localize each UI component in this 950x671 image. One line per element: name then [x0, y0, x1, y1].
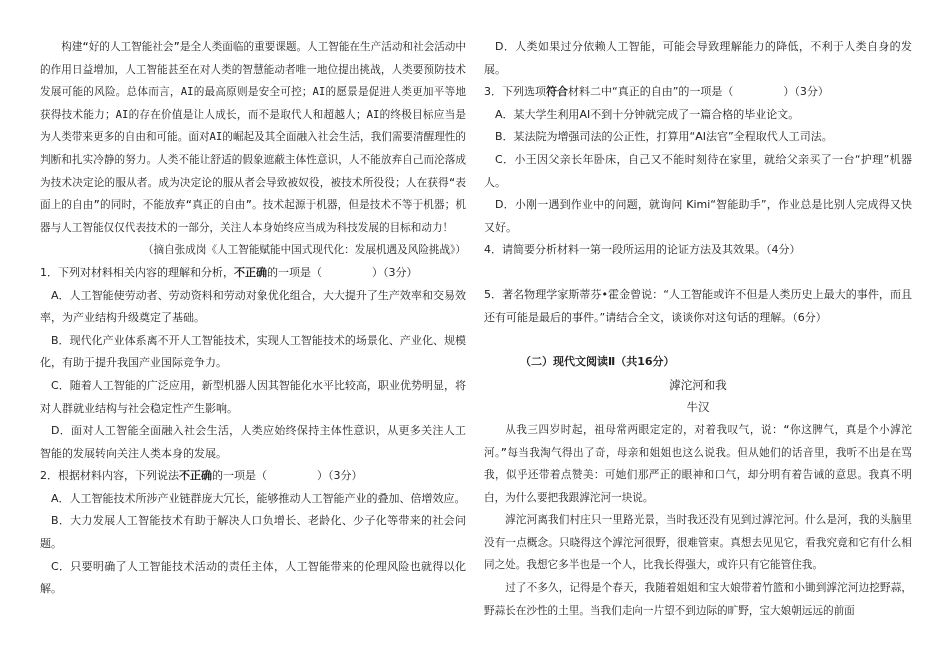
question-5: 5．著名物理学家斯蒂芬•霍金曾说：“人工智能或许不但是人类历史上最大的事件，而且还有可能是最后的事件。”请结合全文，谈谈你对这句话的理解。（6分）	[484, 287, 912, 324]
q3-stem-post: 材料二中“真正的自由”的一项是（	[568, 85, 734, 99]
q3-points: ）（3分）	[783, 85, 829, 99]
q2-points: ）（3分）	[317, 469, 363, 483]
q1-option-c: C．随着人工智能的广泛应用，新型机器人因其智能化水平比较高，职业优势明显，将对人群就业结构与社会稳定性产生影响。	[40, 378, 466, 415]
q5-answer-space	[484, 329, 912, 351]
story-paragraph-1: 从我三四岁时起，祖母常两眼定定的，对着我叹气，说：“你这脾气，真是个小滹沱河。”每当我淘气得出了奇，母亲和姐姐也这么说我。但从她们的话音里，我听不出是在骂我，似乎还带着点赞美：可她们那严正的眼神和口气，却分明有着告诫的意思。我真不明白，为什么要把我跟滹沱河一块说。	[484, 423, 912, 504]
q1-option-d: D．面对人工智能全面融入社会生活，人类应始终保持主体性意识，从更多关注人工智能的发展转向关注人类本身的发展。	[40, 424, 466, 460]
q2-option-a: A．人工智能技术所涉产业链群庞大冗长，能够推动人工智能产业的叠加、倍增效应。	[51, 491, 466, 505]
q2-option-d: D．人类如果过分依赖人工智能，可能会导致理解能力的降低，不利于人类自身的发展。	[484, 40, 912, 76]
story-author: 牛汉	[686, 400, 710, 415]
material-source: （摘自张成岗《人工智能赋能中国式现代化：发展机遇及风险挑战》）	[142, 244, 466, 257]
q2-stem-pre: 2．根据材料内容，下列说法	[40, 469, 179, 483]
question-3-stem	[484, 81, 912, 104]
question-2-stem	[40, 465, 466, 488]
q2-stem-key: 不正确	[179, 469, 212, 483]
story-title: 滹沱河和我	[669, 377, 727, 392]
question-4: 4．请简要分析材料一第一段所运用的论证方法及其效果。（4分）	[484, 243, 801, 257]
q1-stem-post: 的一项是（	[267, 265, 322, 279]
q3-option-c: C．小王因父亲长年卧床，自己又不能时刻待在家里，就给父亲买了一台“护理”机器人。	[484, 152, 912, 189]
q1-stem-key: 不正确	[234, 265, 267, 279]
q2-option-c: C．只要明确了人工智能技术活动的责任主体，人工智能带来的伦理风险也就得以化解。	[40, 559, 466, 596]
question-1-stem	[40, 262, 466, 285]
q2-stem-post: 的一项是（	[212, 469, 267, 483]
q3-stem-key: 符合	[546, 85, 568, 99]
right-column	[484, 36, 912, 622]
q4-answer-space	[484, 262, 912, 284]
story-paragraph-3: 过了不多久，记得是个春天，我随着姐姐和宝大娘带着竹篮和小锄到滹沱河边挖野蒜，野蒜长在沙性的土里。当我们走向一片望不到边际的旷野，宝大娘朝远远的前面	[484, 582, 912, 617]
q3-option-a: A．某大学生利用AI不到十分钟就完成了一篇合格的毕业论文。	[495, 107, 800, 121]
q1-option-b: B．现代化产业体系离不开人工智能技术，实现人工智能技术的场景化、产业化、规模化，有助于提升我国产业国际竞争力。	[40, 333, 466, 370]
material-passage: 构建“好的人工智能社会”是全人类面临的重要课题。人工智能在生产活动和社会活动中的作用日益增加，人工智能甚至在对人类的智慧能动者唯一地位提出挑战，人类要预防技术发展可能的风险。总体而言，AI的最高原则是安全可控；AI的愿景是促进人类更加平等地获得技术能力；AI的存在价值是让人成长，而不是取代人和超越人；AI的终极目标应当是为人类带来更多的自由和可能。面对AI的崛起及其全面融入社会生活，我们需要清醒理性的判断和扎实冷静的努力。人类不能让舒适的假象遮蔽主体性意识，人不能放弃自己而沦落成为技术决定论的服从者。成为决定论的服从者会导致被奴役，被技术所役役；人在获得“表面上的自由”的同时，不能放弃“真正的自由”。技术起源于机器，但是技术不等于机器；机器与人工智能仅仅代表技术的一部分，关注人本身始终应当成为科技发展的目标和动力！	[40, 41, 466, 234]
q3-stem-pre: 3．下列选项	[484, 85, 546, 99]
story-paragraph-2: 滹沱河离我们村庄只一里路光景，当时我还没有见到过滹沱河。什么是河，我的头脑里没有一点概念。只晓得这个滹沱河很野，很难管束。真想去见见它，看我究竟和它有什么相同之处。我想它多半也是一个人，比我长得强大，或许只有它能管住我。	[484, 514, 912, 572]
q1-option-a: A．人工智能使劳动者、劳动资料和劳动对象优化组合，大大提升了生产效率和交易效率，为产业结构升级奠定了基础。	[40, 288, 466, 325]
q3-option-b: B．某法院为增强司法的公正性，打算用“AI法官”全程取代人工司法。	[495, 130, 833, 144]
left-column	[40, 36, 466, 601]
q1-stem-pre: 1．下列对材料相关内容的理解和分析，	[40, 265, 234, 279]
q1-points: ）（3分）	[372, 265, 418, 279]
section-heading: （二）现代文阅读Ⅱ（共16分）	[520, 355, 675, 369]
q3-option-d: D．小刚一遇到作业中的问题，就询问 Kimi“智能助手”，作业总是比别人完成得又快又好。	[484, 198, 912, 234]
q2-option-b: B．大力发展人工智能技术有助于解决人口负增长、老龄化、少子化等带来的社会问题。	[40, 514, 466, 551]
